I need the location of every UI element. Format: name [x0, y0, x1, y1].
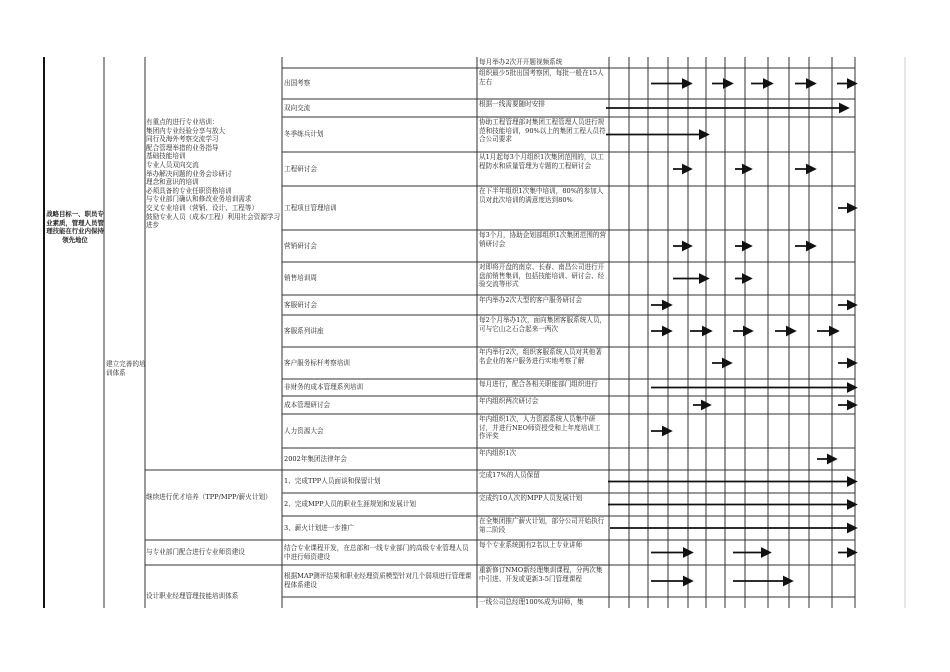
item-cell: 根据MAP测评结果和职业经理资质模型针对几个弱项进行管理课程体系建设 [284, 572, 472, 589]
group-cell: 继续进行优才培养（TPP/MPP/薪火计划） [146, 493, 272, 501]
item-cell [284, 598, 475, 607]
desc-cell: 组织最少5批出国考察团，每批一般在15人左右 [479, 69, 604, 86]
item-cell: 1、完成TPP人员面谈和保留计划 [284, 477, 381, 486]
item-cell: 2002年集团法律年会 [284, 454, 347, 463]
desc-cell: 完成约10人次的MPP人员发展计划 [479, 494, 583, 502]
strategy-cell: 战略目标一、职员专业素质，管理人员管理技能在行业内保持领先地位 [46, 210, 104, 244]
item-cell: 工程研讨会 [284, 164, 317, 173]
item-cell: 3、薪火计划进一步推广 [284, 523, 355, 532]
item-cell: 成本管理研讨会 [284, 400, 331, 409]
item-cell: 出国考察 [284, 79, 311, 88]
item-cell: 销售培训周 [284, 274, 317, 283]
item-cell: 客户服务标杆考察培训 [284, 358, 350, 367]
desc-cell: 年内举行2次，组织客服系统人员对其他著名企业的客户服务进行实地考察了解 [479, 348, 602, 365]
group-cell: 设计职业经理管理技能培训体系 [146, 592, 239, 600]
desc-cell: 完成17%的人员保留 [479, 471, 540, 479]
item-cell: 2、完成MPP人员的职业生涯规划和发展计划 [284, 500, 416, 509]
system-cell: 建立完善的培训体系 [106, 360, 146, 377]
desc-cell: 每3个月，协助企划部组织1次集团范围的营销研讨会 [479, 231, 607, 248]
desc-cell: 在下半年组织1次集中培训，80%的参加人员对此次培训的满意度达到80% [479, 187, 604, 204]
desc-cell: 在全集团推广薪火计划，部分公司开始执行第二阶段 [479, 517, 605, 534]
item-cell: 营销研讨会 [284, 241, 317, 250]
desc-cell: 重新修订NMO新经理集训课程，分两次集中引进、开发或更新3-5门管理课程 [479, 566, 603, 583]
desc-cell: 对即将开盘的南京、长春、南昌公司进行开盘前销售集训，包括技能培训、研讨会、经验交流等形式 [479, 263, 605, 289]
item-cell: 客服研讨会 [284, 300, 317, 309]
desc-cell: 从1月起每3个月组织1次集团范围的，以工程防水和质量管理为专题的工程研讨会 [479, 153, 604, 170]
desc-cell: 一线公司总经理100%成为讲师，集 [479, 598, 584, 606]
desc-cell: 每个专业系统拥有2名以上专业讲师 [479, 541, 583, 549]
item-cell: 冬季练兵计划 [284, 130, 324, 139]
item-cell: 结合专业课程开发，在总部和一线专业部门的高级专业管理人员中进行师资建设 [284, 543, 469, 561]
desc-cell: 年内组织1次 [479, 449, 517, 457]
item-cell: 工程项目管理培训 [284, 203, 337, 212]
item-cell [284, 58, 475, 67]
desc-cell: 每月进行，配合各相关职能部门组织进行 [479, 380, 598, 388]
item-cell: 非财务的成本管理系列培训 [284, 383, 364, 392]
desc-cell: 协助工程管理部对集团工程管理人员进行规范和技能培训，90%以上的集团工程人员符合公司要求 [479, 118, 606, 144]
item-cell: 客服系列讲座 [284, 326, 324, 335]
desc-cell: 每2个月举办1次，面向集团客服系统人员，可与它山之石合起来一两次 [479, 316, 607, 333]
item-cell: 人力资源大会 [284, 426, 324, 435]
desc-cell: 年内组织1次，人力资源系统人员集中研讨，并进行NEO师资授受和上年度培训工作评奖 [479, 415, 601, 441]
desc-cell: 每月举办2次开开题视频系统 [479, 58, 563, 66]
item-cell: 双向交流 [284, 103, 311, 112]
group-cell: 与专业部门配合进行专业师资建设 [146, 548, 245, 556]
desc-cell: 根据一线需要随时安排 [479, 100, 545, 108]
desc-cell: 年内举办2次大型的客户服务研讨会 [479, 296, 583, 304]
group-cell: 有重点的进行专业培训： 集团内专业经验分享与放大 同行及海外考察交流学习 配合管理举措的业务指导 基础技能培训 专业人员双向交流 举办解决问题的业务会诊研讨 理念和意识的培训 必须具备的专业任职资格培训 与专业部门确认和修改业务培训需求 交叉专业培训（营销、设计、工程等） 鼓励专业人员（成本/工程）利用社会资源学习进步 [146, 118, 281, 230]
desc-cell: 年内组织两次研讨会 [479, 397, 539, 405]
